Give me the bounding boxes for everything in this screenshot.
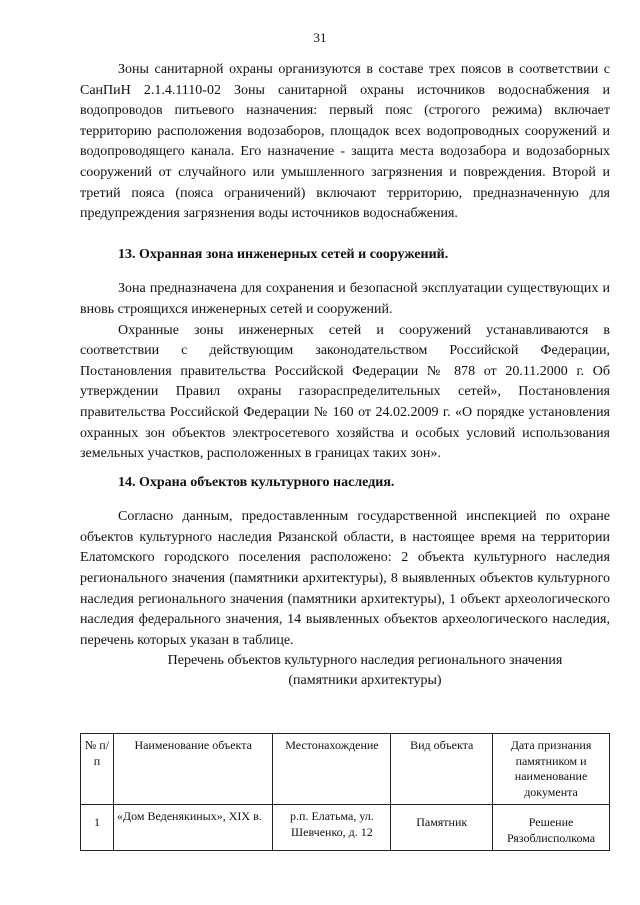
- cell-object-type: Памятник: [391, 805, 493, 851]
- header-object-name: Наименование объекта: [113, 734, 273, 805]
- page-number: 31: [313, 30, 327, 45]
- header-object-type: Вид объекта: [391, 734, 493, 805]
- paragraph-sanitary-zones: Зоны санитарной охраны организуются в составе трех поясов в соответствии с СанПиН 2.1.4.1110-02 Зоны санитарной охраны источников водоснабжения и водопроводов питьевого назначения: первый пояс (строгого режима) включает территорию расположения водозаборов, площадок всех водопроводных сооружений и водопроводящего канала. Его назначение - защита места водозабора и водозаборных сооружений от случайного или умышленного загрязнения и повреждения. Второй и третий пояса (пояса ограничений) включают территорию, предназначенную для предупреждения загрязнения воды источников водоснабжения.: [80, 62, 610, 222]
- header-recognition-date: Дата признания памятником и наименование документа: [493, 734, 610, 805]
- table-row: [81, 805, 610, 851]
- cell-number: 1: [81, 805, 114, 851]
- cell-recognition-document: Решение Рязоблисполкома: [493, 805, 610, 851]
- document-body: [80, 60, 610, 691]
- header-number: № п/п: [81, 734, 114, 805]
- table-caption-line-2: (памятники архитектуры): [288, 673, 442, 689]
- paragraph-13-legislation: Охранные зоны инженерных сетей и сооружений устанавливаются в соответствии с действующим законодательством Российской Федерации, Постановления правительства Российской Федерации № 878 от 20.11.2000 г. Об утверждении Правил охраны газораспределительных сетей», Постановления правительства Российской Федерации № 160 от 24.02.2009 г. «О порядке установления охранных зон объектов электросетевого хозяйства и особых условий использования земельных участков, расположенных в границах таких зон».: [80, 322, 610, 462]
- section-heading-13: 13. Охранная зона инженерных сетей и сооружений.: [118, 246, 449, 262]
- header-location: Местонахождение: [273, 734, 391, 805]
- cell-object-name: «Дом Веденякиных», XIX в.: [113, 805, 273, 851]
- paragraph-13-purpose: Зона предназначена для сохранения и безопасной эксплуатации существующих и вновь строящихся инженерных сетей и сооружений.: [80, 281, 610, 317]
- heritage-objects-table: [80, 733, 610, 851]
- table-header-row: [81, 734, 610, 805]
- section-heading-14: 14. Охрана объектов культурного наследия.: [118, 474, 395, 490]
- table-caption-line-1: Перечень объектов культурного наследия регионального значения: [167, 653, 563, 669]
- table-caption: [80, 651, 610, 691]
- cell-location: р.п. Елатьма, ул. Шевченко, д. 12: [273, 805, 391, 851]
- paragraph-14-heritage: Согласно данным, предоставленным государственной инспекцией по охране объектов культурного наследия Рязанской области, в настоящее время на территории Елатомского городского поселения расположено: 2 объекта культурного наследия регионального значения (памятники архитектуры), 8 выявленных объектов культурного наследия регионального значения (памятники архитектуры), 1 объект археологического наследия федерального значения, 14 выявленных объектов археологического наследия, перечень которых указан в таблице.: [80, 509, 610, 648]
